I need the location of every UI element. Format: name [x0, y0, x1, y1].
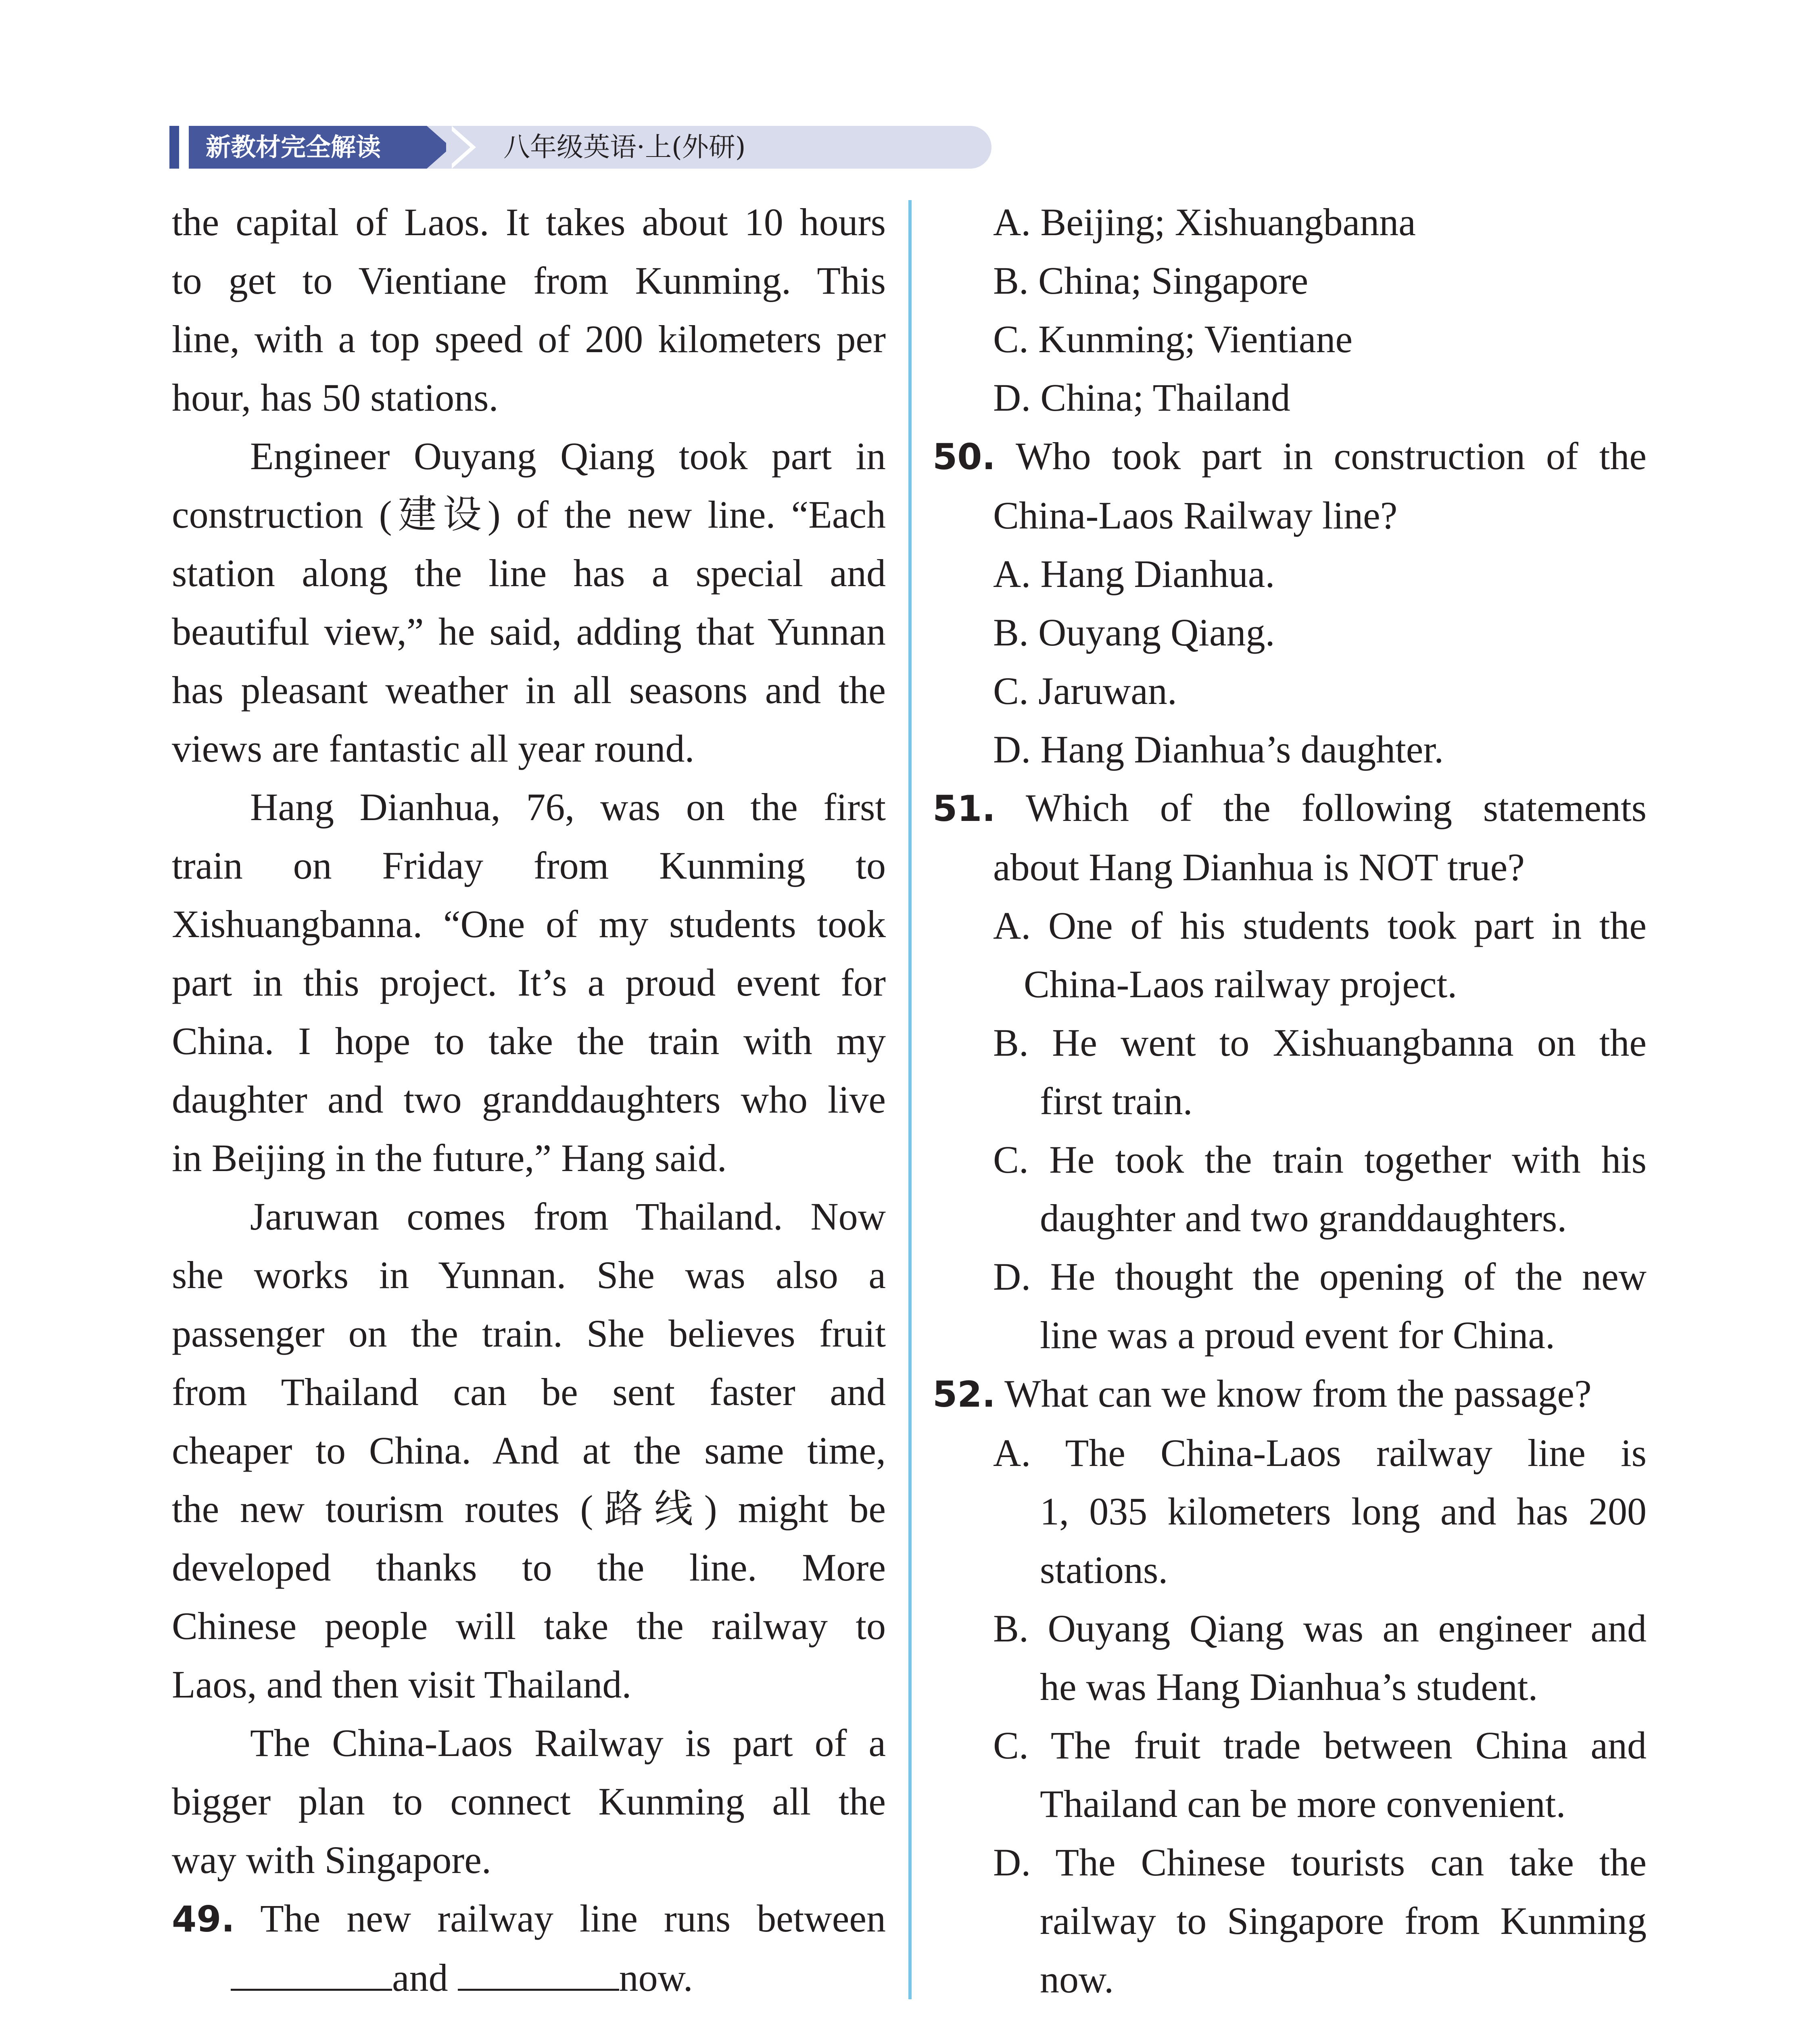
- passage-line: has pleasant weather in all seasons and the: [172, 668, 886, 712]
- option-a[interactable]: A. Beijing; Xishuangbanna: [993, 200, 1416, 244]
- passage-line: passenger on the train. She believes fruit: [172, 1312, 886, 1355]
- question-blank-line: [172, 1948, 886, 2007]
- passage-line: to get to Vientiane from Kunming. This: [172, 259, 886, 302]
- passage-line: Jaruwan comes from Thailand. Now: [250, 1195, 886, 1238]
- question-49: [172, 1889, 886, 2007]
- question-text: What can we know from the passage?: [1004, 1372, 1592, 1415]
- passage-paragraph-2: [172, 427, 886, 778]
- passage-line: station along the line has a special and: [172, 551, 886, 595]
- option-a-cont: 1, 035 kilometers long and has 200: [1040, 1490, 1647, 1533]
- question-stem: [172, 1889, 886, 1948]
- passage-line: Laos, and then visit Thailand.: [172, 1663, 632, 1706]
- column-divider-top: [908, 200, 912, 1999]
- passage-line: line, with a top speed of 200 kilometers per: [172, 317, 886, 361]
- passage-paragraph-4: [172, 1187, 886, 1714]
- answer-key-title: [0, 2013, 1820, 2017]
- question-stem: [933, 1364, 1647, 1424]
- passage-line: Chinese people will take the railway to: [172, 1604, 886, 1647]
- header-arrow-light: [446, 126, 470, 169]
- option-c-cont: Thailand can be more convenient.: [1040, 1782, 1566, 1825]
- passage-line: way with Singapore.: [172, 1838, 491, 1881]
- option-b-cont: first train.: [1040, 1079, 1193, 1123]
- option-d[interactable]: D. China; Thailand: [993, 376, 1290, 419]
- passage-line: views are fantastic all year round.: [172, 727, 695, 770]
- passage-line: Xishuangbanna. “One of my students took: [172, 902, 886, 946]
- question-number: 52.: [933, 1374, 996, 1415]
- option-c[interactable]: C. Jaruwan.: [993, 669, 1177, 712]
- option-b[interactable]: B. China; Singapore: [993, 259, 1309, 302]
- question-stem: [933, 779, 1647, 838]
- option-a-cont: stations.: [1040, 1548, 1168, 1591]
- passage-line: construction (建设) of the new line. “Each: [172, 493, 886, 536]
- question-51: [933, 779, 1647, 1364]
- question-text: about Hang Dianhua is NOT true?: [993, 846, 1525, 889]
- option-d-cont: railway to Singapore from Kunming: [1040, 1899, 1647, 1942]
- passage-line: China. I hope to take the train with my: [172, 1019, 886, 1063]
- passage-paragraph-1: [172, 193, 886, 427]
- option-d[interactable]: D. Hang Dianhua’s daughter.: [993, 728, 1444, 771]
- option-a[interactable]: A. One of his students took part in the: [993, 904, 1647, 947]
- option-b-cont: he was Hang Dianhua’s student.: [1040, 1665, 1538, 1708]
- series-title: 新教材完全解读: [189, 126, 427, 169]
- passage-line: Engineer Ouyang Qiang took part in: [250, 434, 886, 478]
- option-d-cont: now.: [1040, 1958, 1114, 2001]
- option-c[interactable]: C. He took the train together with his: [993, 1138, 1647, 1181]
- passage-line: beautiful view,” he said, adding that Yunnan: [172, 610, 886, 653]
- question-number: 50.: [933, 436, 996, 478]
- passage-line: Hang Dianhua, 76, was on the first: [250, 785, 886, 829]
- option-b[interactable]: B. He went to Xishuangbanna on the: [993, 1021, 1647, 1064]
- option-b[interactable]: B. Ouyang Qiang was an engineer and: [993, 1607, 1647, 1650]
- passage-line: train on Friday from Kunming to: [172, 844, 886, 887]
- answer-blank[interactable]: [458, 1956, 619, 1991]
- option-b[interactable]: B. Ouyang Qiang.: [993, 611, 1275, 654]
- option-c[interactable]: C. Kunming; Vientiane: [993, 317, 1353, 361]
- passage-line: hour, has 50 stations.: [172, 376, 499, 419]
- question-number: 49.: [172, 1898, 235, 1940]
- passage-line: The China-Laos Railway is part of a: [250, 1721, 886, 1764]
- passage-line: cheaper to China. And at the same time,: [172, 1429, 886, 1472]
- option-c-cont: daughter and two granddaughters.: [1040, 1196, 1567, 1240]
- option-a[interactable]: A. The China-Laos railway line is: [993, 1431, 1647, 1474]
- book-title: 八年级英语·上(外研): [427, 126, 991, 169]
- passage-line: the capital of Laos. It takes about 10 hours: [172, 200, 886, 244]
- option-d-cont: line was a proud event for China.: [1040, 1313, 1555, 1357]
- passage-line: bigger plan to connect Kunming all the: [172, 1780, 886, 1823]
- question-number: 51.: [933, 788, 996, 829]
- passage-line: the new tourism routes (路线) might be: [172, 1487, 886, 1530]
- passage-paragraph-3: [172, 778, 886, 1187]
- question-text: Who took part in construction of the: [1016, 434, 1647, 478]
- option-c[interactable]: C. The fruit trade between China and: [993, 1724, 1647, 1767]
- question-52: [933, 1364, 1647, 2009]
- option-a-cont: China-Laos railway project.: [1024, 963, 1457, 1006]
- question-text: China-Laos Railway line?: [993, 494, 1398, 537]
- questions-column: [933, 193, 1647, 2009]
- passage-paragraph-5: [172, 1714, 886, 1889]
- question-50: [933, 427, 1647, 779]
- passage-line: part in this project. It’s a proud event for: [172, 961, 886, 1004]
- option-d[interactable]: D. He thought the opening of the new: [993, 1255, 1647, 1298]
- option-a[interactable]: A. Hang Dianhua.: [993, 552, 1275, 595]
- passage-line: daughter and two granddaughters who live: [172, 1078, 886, 1121]
- passage-line: developed thanks to the line. More: [172, 1546, 886, 1589]
- blank-suffix: now.: [619, 1956, 693, 1999]
- passage-line: in Beijing in the future,” Hang said.: [172, 1136, 727, 1180]
- passage-line: she works in Yunnan. She was also a: [172, 1253, 886, 1297]
- passage-column: [172, 193, 886, 2007]
- blank-connector: and: [392, 1956, 448, 1999]
- answer-blank[interactable]: [231, 1956, 392, 1991]
- option-d[interactable]: D. The Chinese tourists can take the: [993, 1841, 1647, 1884]
- passage-line: from Thailand can be sent faster and: [172, 1370, 886, 1414]
- question-text: The new railway line runs between: [260, 1897, 886, 1940]
- header-accent-bar: [169, 126, 179, 169]
- question-49-options: [933, 193, 1647, 427]
- question-text: Which of the following statements: [1026, 786, 1647, 829]
- question-stem: [933, 427, 1647, 486]
